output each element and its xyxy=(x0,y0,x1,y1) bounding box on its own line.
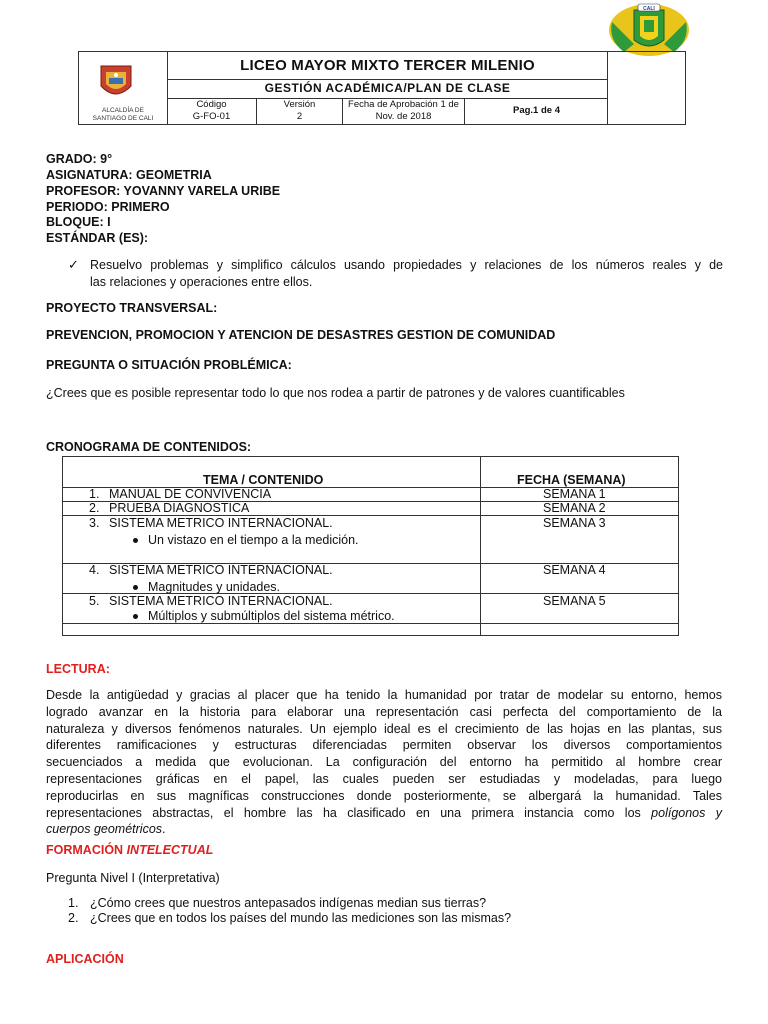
row-subitem xyxy=(133,609,395,623)
version-value: 2 xyxy=(296,111,303,122)
row-number: 1. xyxy=(89,487,100,501)
formacion-heading xyxy=(46,843,213,857)
question-2: ¿Crees que en todos los países del mundo las mediciones son las mismas? xyxy=(90,911,512,925)
row-number: 4. xyxy=(89,563,100,577)
school-crest-logo xyxy=(604,0,694,58)
codigo-label: Código xyxy=(196,99,227,110)
cronograma-table xyxy=(62,456,679,636)
standard-line-2: las relaciones y operaciones entre ellos. xyxy=(90,274,313,289)
cronograma-heading: CRONOGRAMA DE CONTENIDOS: xyxy=(46,440,252,454)
lectura-line: secuenciados a medida que evolucionan. La configuración del entorno ha permitido al hombre crear xyxy=(46,755,722,770)
lectura-line: reproducirlas en sus magníficas construcciones donde posteriormente, se albergará la humanidad. Tales xyxy=(46,788,722,803)
row-fecha: SEMANA 1 xyxy=(543,487,606,501)
doc-meta-row xyxy=(167,98,608,124)
school-name: LICEO MAYOR MIXTO TERCER MILENIO xyxy=(167,52,608,80)
row-tema: MANUAL DE CONVIVENCIA xyxy=(109,487,272,501)
proyecto-heading: PROYECTO TRANSVERSAL: xyxy=(46,301,218,315)
alcaldia-caption xyxy=(81,107,165,122)
formacion-heading-italic: INTELECTUAL xyxy=(126,843,214,857)
lectura-period: . xyxy=(162,822,166,837)
profesor-line: PROFESOR: YOVANNY VARELA URIBE xyxy=(46,184,281,198)
bullet-icon xyxy=(133,538,138,543)
lectura-line: diferentes ramificaciones y estructuras diferenciadas permiten observar los diversos comportamientos xyxy=(46,738,722,753)
row-fecha: SEMANA 2 xyxy=(543,501,606,515)
lectura-last-line xyxy=(46,821,722,838)
lectura-line: representaciones gráficas en el papel, las cuales pueden ser estudiadas y modeladas, para luego xyxy=(46,771,722,786)
row-subitem xyxy=(133,533,359,547)
lectura-heading: LECTURA: xyxy=(46,662,110,676)
document-header-table xyxy=(78,51,686,125)
version-cell xyxy=(257,98,343,124)
row-number: 3. xyxy=(89,516,100,530)
estandar-heading: ESTÁNDAR (ES): xyxy=(46,231,149,245)
alcaldia-shield-icon xyxy=(99,64,133,102)
row-tema: SISTEMA METRICO INTERNACIONAL. xyxy=(109,594,333,608)
col-fecha-header: FECHA (SEMANA) xyxy=(517,473,626,487)
header-empty-cell xyxy=(607,52,685,124)
row-subitem xyxy=(133,580,280,594)
alcaldia-logo-cell xyxy=(79,52,168,124)
page-number: Pag.1 de 4 xyxy=(513,105,560,116)
question-number: 2. xyxy=(68,911,79,925)
grado-line: GRADO: 9° xyxy=(46,152,113,166)
row-fecha: SEMANA 4 xyxy=(543,563,606,577)
row-number: 5. xyxy=(89,594,100,608)
bloque-line: BLOQUE: I xyxy=(46,215,111,229)
lectura-italic: cuerpos geométricos xyxy=(46,822,163,837)
pregunta-text: ¿Crees que es posible representar todo lo que nos rodea a partir de patrones y de valores cuantificables xyxy=(46,386,625,400)
periodo-line: PERIODO: PRIMERO xyxy=(46,200,170,214)
proyecto-text: PREVENCION, PROMOCION Y ATENCION DE DESASTRES GESTION DE COMUNIDAD xyxy=(46,328,556,342)
row-tema: PRUEBA DIAGNOSTICA xyxy=(109,501,250,515)
asignatura-line: ASIGNATURA: GEOMETRIA xyxy=(46,168,212,182)
row-fecha: SEMANA 5 xyxy=(543,594,606,608)
caption-line-1: ALCALDÍA DE xyxy=(102,107,144,114)
lectura-line xyxy=(46,805,722,822)
fecha-value: Nov. de 2018 xyxy=(375,111,432,122)
standard-text xyxy=(90,257,723,291)
lectura-line: logrado avanzar en la historia para elaborar una representación casi perfecta del comportamiento de la xyxy=(46,704,722,719)
codigo-cell xyxy=(167,98,257,124)
row-tema: SISTEMA METRICO INTERNACIONAL. xyxy=(109,563,333,577)
caption-line-2: SANTIAGO DE CALI xyxy=(92,114,154,122)
subitem-text: Múltiplos y submúltiplos del sistema métrico. xyxy=(148,609,395,623)
aplicacion-heading: APLICACIÓN xyxy=(46,952,124,966)
row-number: 2. xyxy=(89,501,100,515)
lectura-line-text: representaciones abstractas, el hombre las ha clasificado en una primera instancia como los xyxy=(46,805,641,820)
lectura-italic-tail: polígonos y xyxy=(651,805,722,820)
row-fecha: SEMANA 3 xyxy=(543,516,606,530)
crest-text: CALI xyxy=(643,6,655,12)
bullet-icon xyxy=(133,614,138,619)
col-tema-header: TEMA / CONTENIDO xyxy=(203,473,324,487)
doc-subtitle: GESTIÓN ACADÉMICA/PLAN DE CLASE xyxy=(167,79,608,99)
lectura-line: naturaleza y diversos fenómenos naturales. Un ejemplo ideal es el crecimiento de las hojas en las plantas, sus xyxy=(46,721,722,736)
bullet-icon xyxy=(133,585,138,590)
lectura-line: Desde la antigüedad y gracias al placer que ha tenido la humanidad por tratar de modelar su entorno, hemos xyxy=(46,688,722,702)
standard-line-1: Resuelvo problemas y simplifico cálculos usando propiedades y relaciones de los números reales y de xyxy=(90,258,723,272)
nivel-text: Pregunta Nivel I (Interpretativa) xyxy=(46,871,220,885)
check-icon: ✓ xyxy=(68,257,79,272)
question-1: ¿Cómo crees que nuestros antepasados indígenas median sus tierras? xyxy=(90,896,487,910)
formacion-heading-plain: FORMACIÓN xyxy=(46,843,127,857)
lectura-paragraph xyxy=(46,687,722,838)
question-number: 1. xyxy=(68,896,79,910)
pregunta-heading: PREGUNTA O SITUACIÓN PROBLÉMICA: xyxy=(46,358,292,372)
codigo-value: G-FO-01 xyxy=(192,111,231,122)
fecha-cell xyxy=(343,98,465,124)
version-label: Versión xyxy=(283,99,316,110)
row-tema: SISTEMA METRICO INTERNACIONAL. xyxy=(109,516,333,530)
fecha-label: Fecha de Aprobación 1 de xyxy=(348,99,459,110)
subitem-text: Magnitudes y unidades. xyxy=(148,580,281,594)
subitem-text: Un vistazo en el tiempo a la medición. xyxy=(148,533,359,547)
